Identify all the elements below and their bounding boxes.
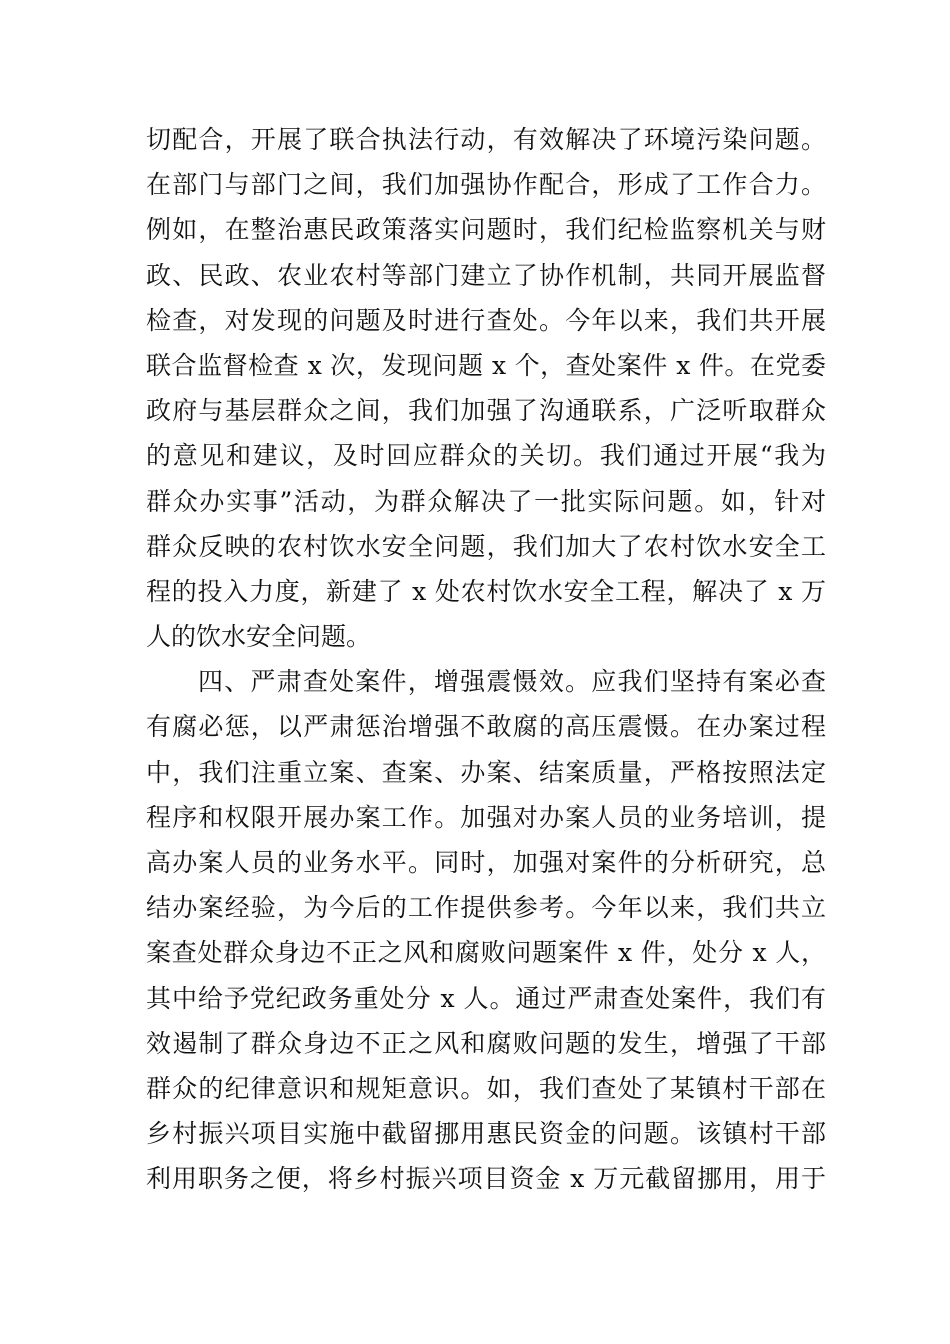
text-line: 群众的纪律意识和规矩意识。如，我们查处了某镇村干部在 [146,1073,826,1103]
text-line: 切配合，开展了联合执法行动，有效解决了环境污染问题。 [146,125,826,154]
text-line: 群众反映的农村饮水安全问题，我们加大了农村饮水安全工 [146,531,826,561]
text-line: 检查，对发现的问题及时进行查处。今年以来，我们共开展 [146,305,826,335]
section-heading-line: 四、严肃查处案件，增强震慑效。应我们坚持有案必查 [198,667,826,697]
text-line: 高办案人员的业务水平。同时，加强对案件的分析研究，总 [146,848,826,877]
text-line: 联合监督检查 x 次，发现问题 x 个，查处案件 x 件。在党委 [146,350,826,380]
document-body [146,117,826,1202]
text-line: 程序和权限开展办案工作。加强对办案人员的业务培训，提 [146,802,826,832]
text-line: 的意见和建议，及时回应群众的关切。我们通过开展“我为 [146,441,826,471]
text-line: 程的投入力度，新建了 x 处农村饮水安全工程，解决了 x 万 [146,576,826,606]
text-line: 利用职务之便，将乡村振兴项目资金 x 万元截留挪用，用于 [146,1164,826,1194]
text-line: 例如，在整治惠民政策落实问题时，我们纪检监察机关与财 [146,215,826,245]
text-line: 其中给予党纪政务重处分 x 人。通过严肃查处案件，我们有 [146,983,826,1013]
text-line: 中，我们注重立案、查案、办案、结案质量，严格按照法定 [146,757,826,787]
text-line: 政、民政、农业农村等部门建立了协作机制，共同开展监督 [146,260,826,290]
text-line: 群众办实事”活动，为群众解决了一批实际问题。如，针对 [146,486,826,516]
paragraph-end-line: 人的饮水安全问题。 [146,622,372,652]
text-line: 结办案经验，为今后的工作提供参考。今年以来，我们共立 [146,893,826,923]
text-line: 案查处群众身边不正之风和腐败问题案件 x 件，处分 x 人， [146,938,826,968]
text-line: 政府与基层群众之间，我们加强了沟通联系，广泛听取群众 [146,396,826,426]
text-line: 效遏制了群众身边不正之风和腐败问题的发生，增强了干部 [146,1028,826,1058]
text-line: 乡村振兴项目实施中截留挪用惠民资金的问题。该镇村干部 [146,1119,826,1149]
text-line: 在部门与部门之间，我们加强协作配合，形成了工作合力。 [146,170,826,200]
text-line: 有腐必惩，以严肃惩治增强不敢腐的高压震慑。在办案过程 [146,712,826,742]
